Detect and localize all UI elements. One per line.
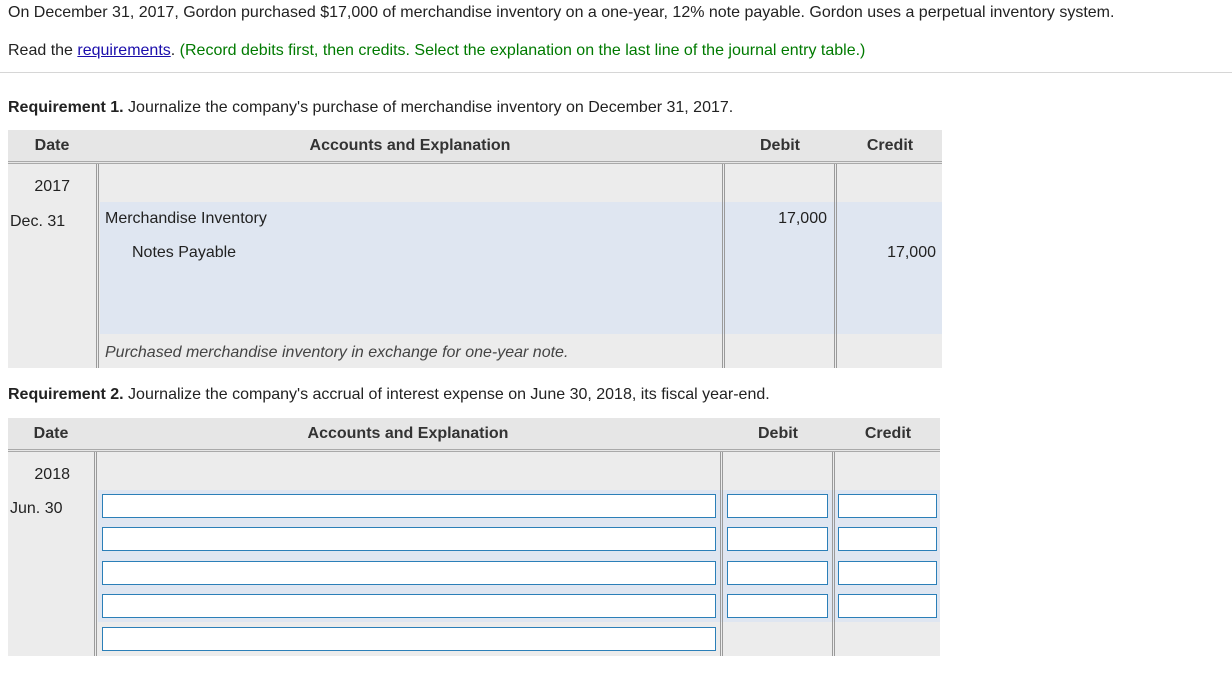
account-input[interactable] — [102, 561, 716, 585]
header-date: Date — [33, 425, 69, 442]
instructions-prefix: Read the — [8, 42, 78, 59]
journal-table-2-body — [8, 452, 940, 656]
debit-input[interactable] — [727, 527, 828, 551]
header-credit: Credit — [866, 137, 914, 154]
journal-table-2-header — [8, 418, 940, 452]
entry-explanation: Purchased merchandise inventory in exchange for one-year note. — [105, 344, 569, 361]
header-accounts: Accounts and Explanation — [309, 137, 511, 154]
requirement-1-text: Journalize the company's purchase of merchandise inventory on December 31, 2017. — [123, 99, 734, 116]
header-debit: Debit — [758, 425, 798, 442]
entry-year: 2018 — [34, 466, 70, 483]
header-credit: Credit — [864, 425, 912, 442]
account-input[interactable] — [102, 527, 716, 551]
debit-account: Merchandise Inventory — [105, 210, 267, 227]
journal-table-1 — [8, 130, 942, 368]
requirement-1-heading — [8, 99, 733, 117]
column-divider — [720, 452, 723, 656]
column-divider — [722, 164, 725, 368]
journal-table-1-body — [8, 164, 942, 368]
entry-date: Dec. 31 — [10, 213, 66, 230]
column-divider — [834, 164, 837, 368]
column-divider — [94, 452, 97, 656]
entry-date: Jun. 30 — [10, 500, 63, 517]
requirement-2-label: Requirement 2. — [8, 386, 124, 403]
requirement-2-text: Journalize the company's accrual of interest expense on June 30, 2018, its fiscal year-end. — [123, 386, 770, 403]
header-accounts: Accounts and Explanation — [307, 425, 509, 442]
explanation-input[interactable] — [102, 627, 716, 651]
problem-statement: On December 31, 2017, Gordon purchased $17,000 of merchandise inventory on a one-year, 12% note payable. Gordon uses a perpetual inventory system. — [8, 4, 1115, 21]
debit-input[interactable] — [727, 594, 828, 618]
debit-amount: 17,000 — [778, 210, 827, 227]
credit-input[interactable] — [838, 527, 937, 551]
requirement-1-label: Requirement 1. — [8, 99, 124, 116]
entry-year: 2017 — [34, 178, 70, 195]
column-divider — [832, 452, 835, 656]
account-input[interactable] — [102, 594, 716, 618]
journal-table-1-header — [8, 130, 942, 164]
divider — [0, 72, 1232, 73]
journal-table-2 — [8, 418, 940, 656]
debit-input[interactable] — [727, 561, 828, 585]
requirement-2-heading — [8, 386, 770, 404]
instructions — [8, 42, 865, 60]
credit-input[interactable] — [838, 594, 937, 618]
instructions-note: (Record debits first, then credits. Select the explanation on the last line of the journal entry table.) — [179, 42, 866, 59]
debit-input[interactable] — [727, 494, 828, 518]
requirements-link[interactable]: requirements — [77, 42, 171, 59]
instructions-punct: . — [170, 42, 180, 59]
header-date: Date — [34, 137, 70, 154]
credit-input[interactable] — [838, 561, 937, 585]
header-debit: Debit — [760, 137, 800, 154]
account-input[interactable] — [102, 494, 716, 518]
credit-account: Notes Payable — [132, 244, 237, 261]
credit-input[interactable] — [838, 494, 937, 518]
column-divider — [96, 164, 99, 368]
credit-amount: 17,000 — [887, 244, 936, 261]
